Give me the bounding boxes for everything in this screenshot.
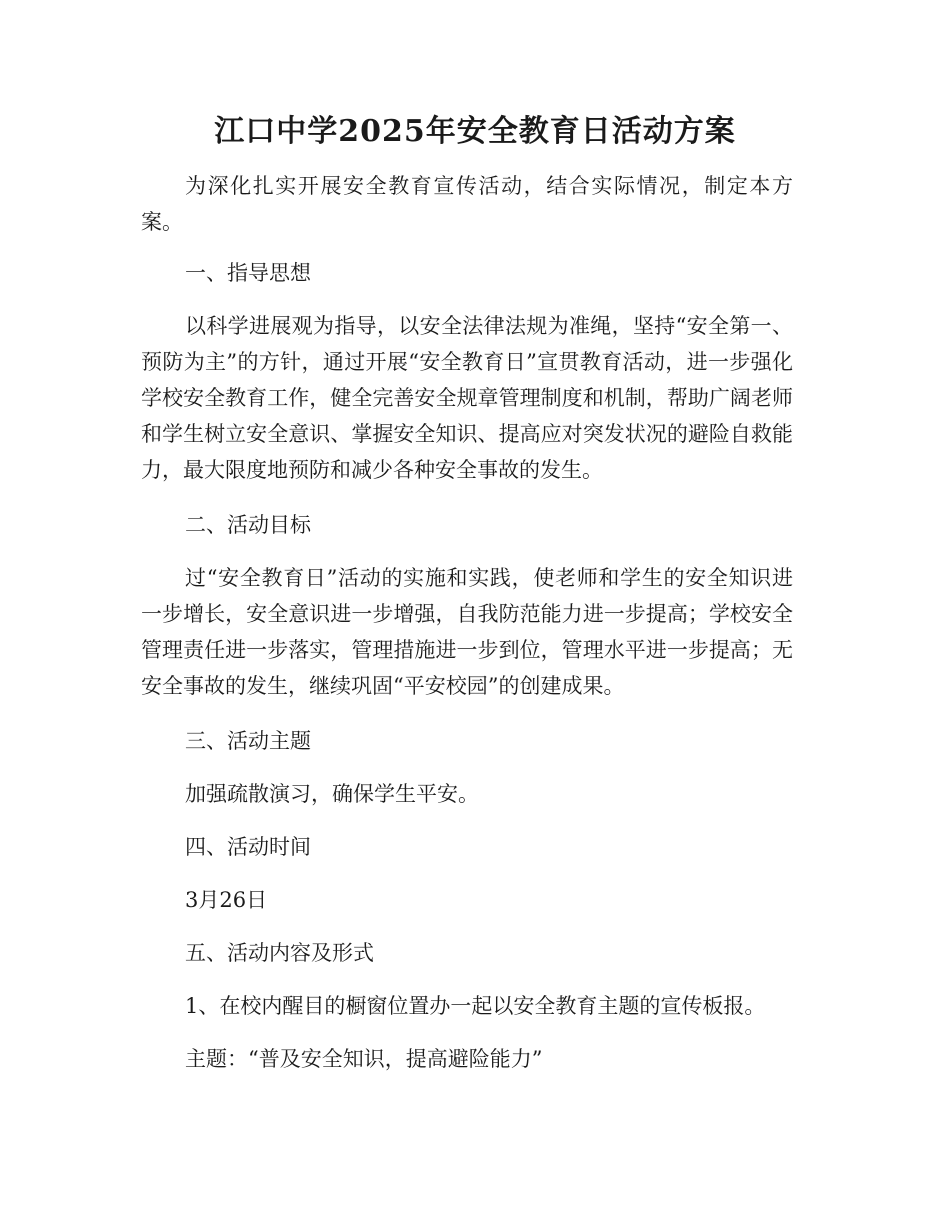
activity-content-item: 主题：“普及安全知识，提高避险能力”: [185, 1047, 543, 1071]
section-heading-guiding-ideology: 一、指导思想: [185, 261, 311, 285]
section-heading-activity-goals: 二、活动目标: [185, 513, 311, 537]
section-heading-activity-time: 四、活动时间: [185, 835, 311, 859]
guiding-ideology-paragraph: 以科学进展观为指导，以安全法律法规为准绳，坚持“安全第一、预防为主”的方针，通过开展“安全教育日”宣贯教育活动，进一步强化学校安全教育工作，健全完善安全规章管理制度和机制，帮助广阔老师和学生树立安全意识、掌握安全知识、提高应对突发状况的避险自救能力，最大限度地预防和减少各种安全事故的发生。: [141, 314, 793, 482]
activity-time-text: 3月26日: [185, 888, 268, 912]
activity-theme-text: 加强疏散演习，确保学生平安。: [185, 782, 479, 806]
intro-paragraph: 为深化扎实开展安全教育宣传活动，结合实际情况，制定本方案。: [141, 174, 793, 234]
document-title: 江口中学2025年安全教育日活动方案: [214, 114, 736, 149]
section-heading-activity-content: 五、活动内容及形式: [185, 941, 374, 965]
activity-goals-paragraph: 过“安全教育日”活动的实施和实践，使老师和学生的安全知识进一步增长，安全意识进一步增强，自我防范能力进一步提高；学校安全管理责任进一步落实，管理措施进一步到位，管理水平进一步提高；无安全事故的发生，继续巩固“平安校园”的创建成果。: [141, 566, 793, 698]
section-heading-activity-theme: 三、活动主题: [185, 729, 311, 753]
activity-content-item: 1、在校内醒目的橱窗位置办一起以安全教育主题的宣传板报。: [185, 994, 766, 1018]
